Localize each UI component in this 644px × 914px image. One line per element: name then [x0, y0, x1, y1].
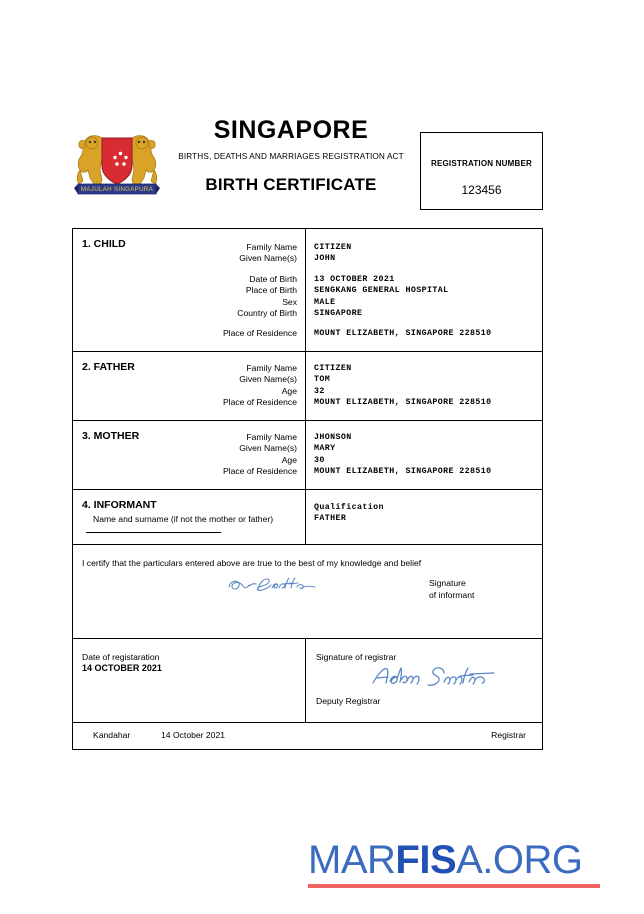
- section-title-mother: 3. MOTHER: [82, 430, 140, 442]
- label-child-date-of-birth: Date of Birth: [249, 273, 297, 284]
- section-registration-details: [73, 639, 542, 723]
- informant-signature-caption: [429, 578, 474, 601]
- certificate-table: [72, 228, 543, 750]
- value-child-date-of-birth: 13 OCTOBER 2021: [314, 274, 395, 284]
- informant-right-column: [306, 490, 542, 544]
- certification-body: [73, 545, 542, 638]
- value-father-age: 32: [314, 386, 325, 396]
- value-informant-qualification: FATHER: [314, 514, 347, 524]
- section-footer: [73, 723, 542, 749]
- value-child-given-names: JOHN: [314, 254, 336, 264]
- informant-name-input[interactable]: [86, 532, 221, 533]
- label-child-given-names: Given Name(s): [239, 253, 297, 264]
- certificate-header: [72, 115, 543, 215]
- singapore-coat-of-arms-icon: [72, 118, 162, 200]
- section-title-child: 1. CHILD: [82, 238, 126, 250]
- child-values: [314, 242, 492, 340]
- child-left-column: [73, 229, 306, 351]
- mother-values: [314, 432, 492, 478]
- page-title: SINGAPORE: [213, 116, 369, 144]
- section-child: [73, 229, 542, 352]
- registration-number-value: 123456: [461, 183, 502, 197]
- signature-caption-line2: of informant: [429, 589, 475, 600]
- footer-date: 14 October 2021: [161, 730, 226, 740]
- value-mother-given-names: MARY: [314, 444, 336, 454]
- label-child-family-name: Family Name: [246, 242, 297, 252]
- value-date-of-registration: 14 OCTOBER 2021: [82, 663, 162, 673]
- label-mother-family-name: Family Name: [246, 432, 297, 442]
- father-left-column: [73, 352, 306, 420]
- watermark-text-part3: A.ORG: [456, 838, 583, 882]
- mother-right-column: [306, 421, 542, 489]
- value-child-place-of-residence: MOUNT ELIZABETH, SINGAPORE 228510: [314, 329, 492, 339]
- mother-labels: [223, 432, 301, 478]
- value-child-place-of-birth: SENGKANG GENERAL HOSPITAL: [314, 286, 449, 296]
- footer-place: Kandahar: [93, 730, 131, 740]
- title-block: [172, 115, 410, 195]
- footer-body: [73, 723, 542, 749]
- label-child-country-of-birth: Country of Birth: [237, 308, 297, 319]
- watermark-underline: [308, 884, 600, 888]
- label-child-sex: Sex: [282, 296, 297, 307]
- section-father: [73, 352, 542, 421]
- label-father-age: Age: [281, 385, 297, 396]
- value-child-sex: MALE: [314, 297, 336, 307]
- label-date-of-registration: Date of registaration: [82, 652, 160, 662]
- label-deputy-registrar: Deputy Registrar: [316, 696, 381, 706]
- signature-caption-line1: Signature: [429, 578, 466, 588]
- value-father-place-of-residence: MOUNT ELIZABETH, SINGAPORE 228510: [314, 398, 492, 408]
- footer-registrar-label: Registrar: [491, 730, 526, 740]
- child-labels: [223, 242, 301, 340]
- label-child-place-of-residence: Place of Residence: [222, 328, 297, 339]
- label-child-place-of-birth: Place of Birth: [245, 285, 297, 296]
- section-title-father: 2. FATHER: [82, 361, 135, 373]
- value-father-given-names: TOM: [314, 375, 331, 385]
- act-subtitle: BIRTHS, DEATHS AND MARRIAGES REGISTRATION ACT: [178, 152, 404, 161]
- marfisa-watermark: [308, 838, 608, 888]
- child-right-column: [306, 229, 542, 351]
- section-mother: [73, 421, 542, 490]
- value-child-family-name: CITIZEN: [314, 243, 352, 252]
- label-registrar-signature: Signature of registrar: [316, 652, 397, 662]
- registration-number-label: REGISTRATION NUMBER: [431, 159, 532, 168]
- label-father-place-of-residence: Place of Residence: [222, 397, 297, 408]
- informant-signature-image: [225, 574, 330, 598]
- informant-qualification-block: [314, 502, 384, 525]
- label-father-given-names: Given Name(s): [239, 374, 297, 385]
- father-values: [314, 363, 492, 409]
- label-mother-place-of-residence: Place of Residence: [222, 466, 297, 477]
- label-father-family-name: Family Name: [246, 363, 297, 373]
- section-title-informant: 4. INFORMANT: [82, 499, 157, 511]
- section-informant: [73, 490, 542, 545]
- label-mother-given-names: Given Name(s): [239, 443, 297, 454]
- informant-left-column: [73, 490, 306, 544]
- informant-name-prompt: Name and surname (if not the mother or father): [93, 514, 274, 524]
- label-informant-qualification: Qualification: [314, 503, 384, 512]
- registration-date-column: [73, 639, 306, 722]
- value-father-family-name: CITIZEN: [314, 364, 352, 373]
- value-mother-family-name: JHONSON: [314, 433, 352, 442]
- registration-number-box: [420, 132, 543, 210]
- value-mother-place-of-residence: MOUNT ELIZABETH, SINGAPORE 228510: [314, 467, 492, 477]
- value-mother-age: 30: [314, 455, 325, 465]
- registrar-signature-image: [370, 663, 500, 693]
- crest-motto-text: MAJULAH SINGAPURA: [80, 186, 154, 194]
- watermark-text: [308, 838, 608, 882]
- mother-left-column: [73, 421, 306, 489]
- watermark-text-part2: FIS: [395, 838, 457, 882]
- watermark-text-part1: MAR: [308, 838, 396, 882]
- certification-statement: I certify that the particulars entered above are true to the best of my knowledge and belief: [82, 558, 422, 568]
- value-child-country-of-birth: SINGAPORE: [314, 309, 363, 319]
- label-mother-age: Age: [281, 454, 297, 465]
- father-labels: [223, 363, 301, 409]
- father-right-column: [306, 352, 542, 420]
- registrar-signature-column: [306, 639, 542, 722]
- certificate-type-title: BIRTH CERTIFICATE: [205, 175, 377, 194]
- section-certification: [73, 545, 542, 639]
